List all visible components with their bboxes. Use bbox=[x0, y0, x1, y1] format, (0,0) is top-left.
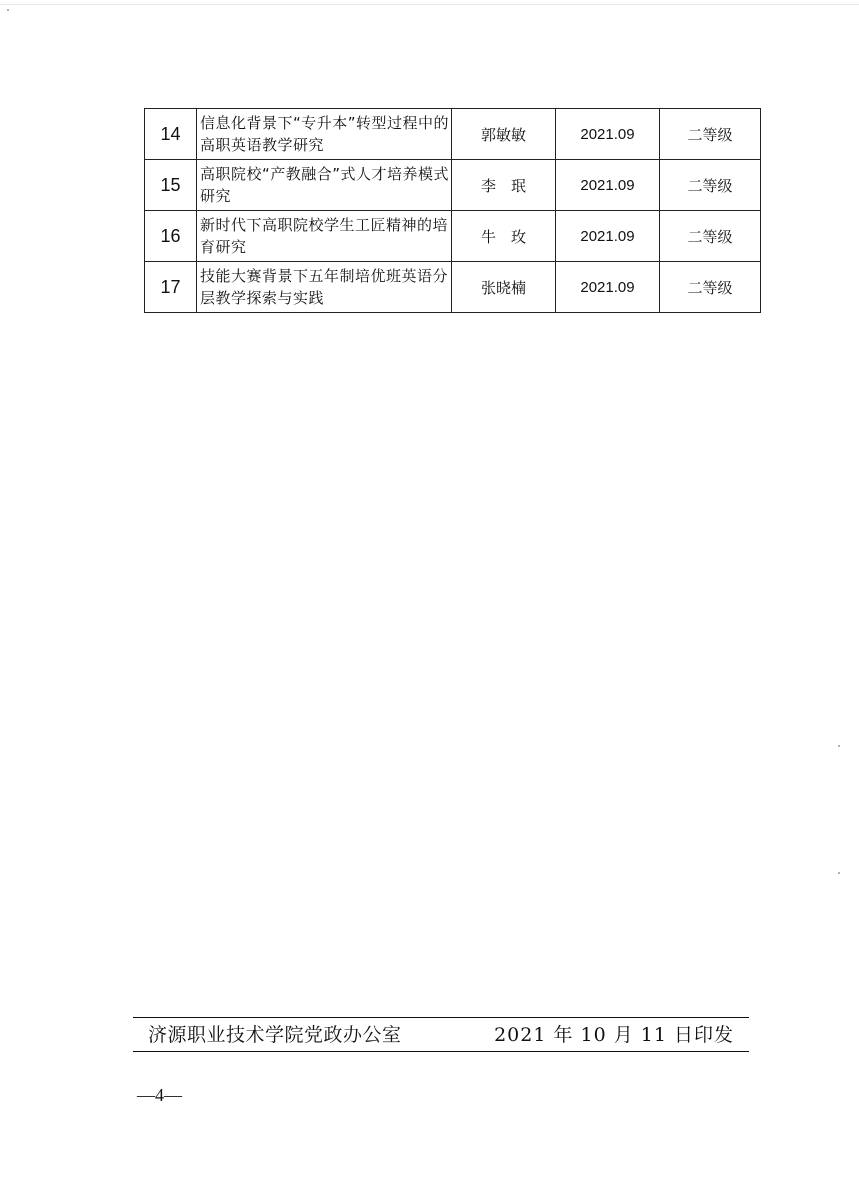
project-title-text: 新时代下高职院校学生工匠精神的培育研究 bbox=[200, 216, 449, 256]
author-name: 张晓楠 bbox=[452, 262, 556, 313]
completion-date: 2021.09 bbox=[556, 262, 660, 313]
page-edge bbox=[0, 4, 859, 5]
project-title-text: 高职院校“产教融合”式人才培养模式研究 bbox=[200, 165, 450, 205]
award-level: 二等级 bbox=[660, 262, 761, 313]
project-title bbox=[197, 109, 452, 160]
scan-speck bbox=[7, 9, 9, 11]
scan-speck bbox=[838, 745, 840, 747]
footer-bottom-rule bbox=[133, 1051, 749, 1052]
footer-top-rule bbox=[133, 1017, 749, 1018]
award-level: 二等级 bbox=[660, 109, 761, 160]
completion-date: 2021.09 bbox=[556, 211, 660, 262]
issue-date: 2021 年 10 月 11 日印发 bbox=[494, 1024, 734, 1046]
table-row bbox=[145, 160, 761, 211]
table-row bbox=[145, 262, 761, 313]
row-number: 17 bbox=[145, 262, 197, 313]
project-title-text: 信息化背景下“专升本”转型过程中的高职英语教学研究 bbox=[200, 114, 450, 154]
award-level: 二等级 bbox=[660, 160, 761, 211]
award-level: 二等级 bbox=[660, 211, 761, 262]
project-title bbox=[197, 160, 452, 211]
results-table bbox=[144, 108, 761, 313]
project-title bbox=[197, 262, 452, 313]
author-name: 李 珉 bbox=[452, 160, 556, 211]
project-title-text: 技能大赛背景下五年制培优班英语分层教学探索与实践 bbox=[200, 267, 449, 307]
row-number: 16 bbox=[145, 211, 197, 262]
project-title bbox=[197, 211, 452, 262]
issuing-office: 济源职业技术学院党政办公室 bbox=[148, 1024, 402, 1046]
table-row bbox=[145, 211, 761, 262]
scan-speck bbox=[838, 872, 840, 874]
page-number: —4— bbox=[137, 1085, 182, 1105]
author-name: 牛 玫 bbox=[452, 211, 556, 262]
row-number: 14 bbox=[145, 109, 197, 160]
completion-date: 2021.09 bbox=[556, 109, 660, 160]
table-row bbox=[145, 109, 761, 160]
row-number: 15 bbox=[145, 160, 197, 211]
author-name: 郭敏敏 bbox=[452, 109, 556, 160]
completion-date: 2021.09 bbox=[556, 160, 660, 211]
